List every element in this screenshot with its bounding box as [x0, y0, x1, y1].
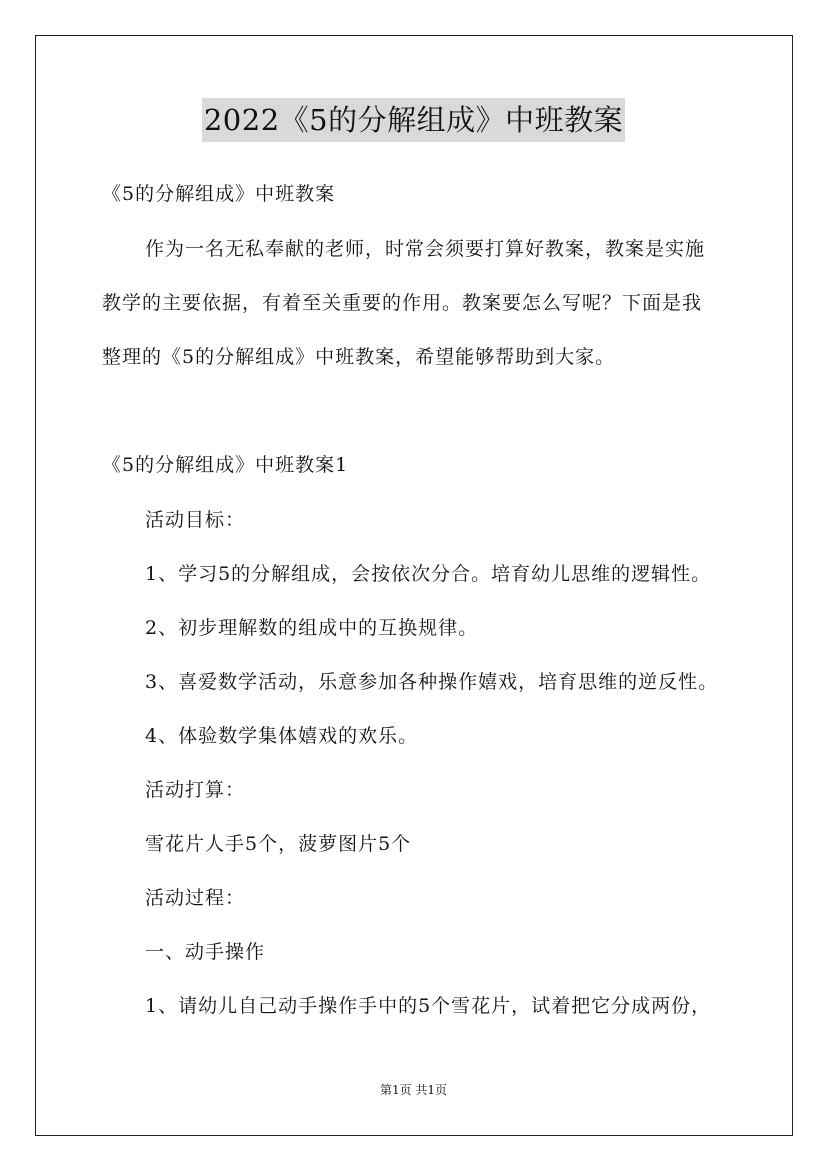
goals-heading: 活动目标： [145, 509, 246, 531]
title-container [0, 98, 827, 142]
intro-line-1: 作为一名无私奉献的老师，时常会须要打算好教案，教案是实施 [145, 238, 706, 260]
step-text: 1、请幼儿自己动手操作手中的5个雪花片，试着把它分成两份， [145, 995, 712, 1017]
document-title: 2022《5的分解组成》中班教案 [202, 98, 625, 142]
goal-item: 2、初步理解数的组成中的互换规律。 [145, 617, 479, 639]
step-heading: 一、动手操作 [145, 941, 266, 963]
document-subtitle: 《5的分解组成》中班教案 [102, 183, 336, 205]
intro-line-3: 整理的《5的分解组成》中班教案，希望能够帮助到大家。 [102, 346, 616, 368]
section-heading: 《5的分解组成》中班教案1 [102, 454, 349, 476]
goal-item: 1、学习5的分解组成，会按依次分合。培育幼儿思维的逻辑性。 [145, 563, 712, 585]
process-heading: 活动过程： [145, 887, 246, 909]
goal-item: 3、喜爱数学活动，乐意参加各种操作嬉戏，培育思维的逆反性。 [145, 671, 719, 693]
prep-heading: 活动打算： [145, 779, 246, 801]
page-footer: 第1页 共1页 [379, 1083, 448, 1097]
prep-text: 雪花片人手5个，菠萝图片5个 [145, 833, 412, 855]
intro-line-2: 教学的主要依据，有着至关重要的作用。教案要怎么写呢？下面是我 [102, 292, 703, 314]
goal-item: 4、体验数学集体嬉戏的欢乐。 [145, 725, 419, 747]
